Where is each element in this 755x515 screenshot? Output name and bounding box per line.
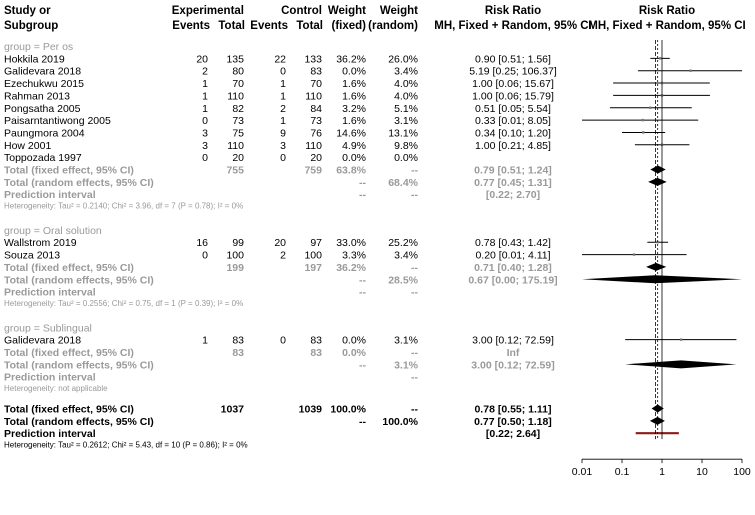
- cell-exp-events: 1: [202, 78, 208, 91]
- cell-ctl-total: 97: [310, 237, 322, 250]
- x-axis-tick-label: 0.1: [614, 466, 630, 479]
- column-headers: [4, 5, 746, 32]
- cell-risk-ratio-ci: 3.00 [0.12; 72.59]: [472, 334, 554, 347]
- cell-weight-fixed: 36.2%: [336, 53, 366, 66]
- cell-weight-random: 3.4%: [394, 249, 418, 262]
- study-name: Wallstrom 2019: [4, 237, 77, 250]
- cell-exp-events: 0: [202, 115, 208, 128]
- cell-weight-random: 3.1%: [394, 334, 418, 347]
- cell-weight-fixed: --: [359, 189, 366, 202]
- group-prediction-label: Prediction interval: [4, 286, 96, 299]
- group-fixed-label: Total (fixed effect, 95% CI): [4, 164, 134, 177]
- study-name: How 2001: [4, 139, 52, 152]
- cell-ctl-events: 3: [280, 139, 286, 152]
- group-fixed-diamond: [646, 263, 666, 271]
- study-name: Pongsatha 2005: [4, 102, 81, 115]
- cell-ctl-events: 0: [280, 65, 286, 78]
- cell-exp-total: 199: [226, 261, 244, 274]
- cell-weight-fixed: 14.6%: [336, 127, 366, 140]
- cell-exp-total: 73: [232, 115, 244, 128]
- cell-weight-random: 4.0%: [394, 90, 418, 103]
- cell-weight-fixed: 1.6%: [342, 78, 366, 91]
- cell-ctl-total: 759: [304, 164, 322, 177]
- study-name: Galidevara 2018: [4, 334, 82, 347]
- overall-prediction-label: Prediction interval: [4, 428, 96, 441]
- group-fixed-label: Total (fixed effect, 95% CI): [4, 346, 134, 359]
- cell-ctl-total: 133: [304, 53, 322, 66]
- cell-exp-total: 80: [232, 65, 244, 78]
- cell-weight-fixed: --: [359, 176, 366, 189]
- cell-weight-fixed: --: [359, 359, 366, 372]
- x-axis-tick-label: 100: [733, 466, 751, 479]
- overall-heterogeneity: Heterogeneity: Tau² = 0.2612; Chi² = 5.43, df = 10 (P = 0.86); I² = 0%: [4, 440, 248, 450]
- cell-risk-ratio-ci: 0.77 [0.45; 1.31]: [474, 176, 552, 189]
- cell-ctl-events: 0: [280, 334, 286, 347]
- cell-weight-random: 13.1%: [388, 127, 418, 140]
- cell-weight-random: --: [411, 371, 418, 384]
- cell-risk-ratio-ci: 0.20 [0.01; 4.11]: [475, 249, 551, 262]
- cell-exp-total: 83: [232, 346, 244, 359]
- cell-exp-total: 75: [232, 127, 244, 140]
- cell-exp-events: 1: [202, 334, 208, 347]
- group-fixed-label: Total (fixed effect, 95% CI): [4, 261, 134, 274]
- cell-risk-ratio-ci: 0.33 [0.01; 8.05]: [475, 115, 551, 128]
- study-name: Rahman 2013: [4, 90, 70, 103]
- cell-weight-fixed: 0.0%: [342, 334, 366, 347]
- header-ctl-total: Total: [296, 20, 323, 32]
- cell-exp-total: 20: [232, 152, 244, 165]
- cell-risk-ratio-ci: 0.90 [0.51; 1.56]: [475, 53, 551, 66]
- cell-risk-ratio-ci: 1.00 [0.06; 15.79]: [472, 90, 554, 103]
- cell-ctl-total: 73: [310, 115, 322, 128]
- cell-exp-total: 70: [232, 78, 244, 91]
- cell-risk-ratio-ci: 5.19 [0.25; 106.37]: [469, 65, 557, 78]
- plot-area: [572, 40, 751, 478]
- cell-weight-fixed: 100.0%: [330, 403, 366, 416]
- cell-exp-total: 82: [232, 102, 244, 115]
- cell-weight-random: 3.1%: [394, 359, 418, 372]
- cell-weight-fixed: 0.0%: [342, 65, 366, 78]
- study-point-estimate: [680, 338, 682, 340]
- cell-exp-events: 3: [202, 127, 208, 140]
- cell-exp-events: 0: [202, 152, 208, 165]
- cell-weight-fixed: 1.6%: [342, 90, 366, 103]
- group-label: group = Per os: [4, 41, 74, 53]
- cell-exp-events: 16: [196, 237, 208, 250]
- cell-exp-total: 1037: [220, 403, 244, 416]
- header-study: Study or: [4, 5, 51, 17]
- group-label: group = Oral solution: [4, 224, 102, 237]
- cell-weight-fixed: 3.2%: [342, 102, 366, 115]
- study-point-estimate: [642, 131, 644, 133]
- cell-weight-random: 100.0%: [382, 415, 418, 428]
- group-random-label: Total (random effects, 95% CI): [4, 176, 154, 189]
- cell-risk-ratio-ci: 0.34 [0.10; 1.20]: [475, 127, 551, 140]
- cell-weight-fixed: 63.8%: [336, 164, 366, 177]
- group-heterogeneity: Heterogeneity: not applicable: [4, 384, 108, 394]
- cell-weight-fixed: 36.2%: [336, 261, 366, 274]
- cell-ctl-total: 76: [310, 127, 322, 140]
- cell-weight-random: 3.4%: [394, 65, 418, 78]
- cell-risk-ratio-ci: 0.78 [0.55; 1.11]: [474, 403, 552, 416]
- table-rows: [4, 41, 558, 450]
- cell-exp-total: 110: [227, 90, 244, 103]
- cell-exp-events: 1: [202, 102, 208, 115]
- cell-weight-random: 25.2%: [388, 237, 418, 250]
- study-point-estimate: [649, 107, 651, 109]
- cell-exp-total: 99: [232, 237, 244, 250]
- cell-weight-fixed: --: [359, 274, 366, 287]
- study-name: Souza 2013: [4, 249, 61, 262]
- cell-ctl-total: 100: [304, 249, 322, 262]
- cell-risk-ratio-ci: 0.51 [0.05; 5.54]: [475, 102, 551, 115]
- study-name: Paungmora 2004: [4, 127, 85, 140]
- cell-exp-events: 0: [202, 249, 208, 262]
- cell-weight-random: 26.0%: [388, 53, 418, 66]
- cell-weight-random: 9.8%: [394, 139, 418, 152]
- group-prediction-label: Prediction interval: [4, 189, 96, 202]
- cell-weight-random: --: [411, 189, 418, 202]
- cell-ctl-total: 110: [305, 90, 322, 103]
- cell-risk-ratio-ci: [0.22; 2.70]: [485, 189, 541, 202]
- x-axis-tick-label: 0.01: [571, 466, 593, 479]
- header-exp-total: Total: [218, 20, 245, 32]
- header-weight-fixed: Weight: [327, 5, 366, 17]
- group-heterogeneity: Heterogeneity: Tau² = 0.2556; Chi² = 0.75, df = 1 (P = 0.39); I² = 0%: [4, 298, 244, 308]
- cell-ctl-events: 1: [280, 78, 286, 91]
- cell-weight-random: 0.0%: [394, 152, 418, 165]
- group-heterogeneity: Heterogeneity: Tau² = 0.2140; Chi² = 3.96, df = 7 (P = 0.78); I² = 0%: [4, 201, 244, 211]
- study-name: Galidevara 2018: [4, 65, 82, 78]
- cell-exp-total: 135: [226, 53, 244, 66]
- cell-risk-ratio-ci: 0.77 [0.50; 1.18]: [474, 415, 552, 428]
- group-random-label: Total (random effects, 95% CI): [4, 274, 154, 287]
- cell-weight-random: --: [411, 164, 418, 177]
- header-plot-method: MH, Fixed + Random, 95% CI: [588, 20, 746, 32]
- cell-risk-ratio-ci: 0.78 [0.43; 1.42]: [475, 237, 551, 250]
- x-axis-tick-label: 1: [659, 466, 665, 479]
- header-plot-risk-ratio: Risk Ratio: [638, 5, 696, 17]
- cell-risk-ratio-ci: 3.00 [0.12; 72.59]: [471, 359, 555, 372]
- cell-ctl-events: 1: [280, 115, 286, 128]
- cell-ctl-events: 1: [280, 90, 286, 103]
- header-risk-ratio: Risk Ratio: [484, 5, 542, 17]
- cell-weight-random: --: [411, 403, 418, 416]
- cell-risk-ratio-ci: 1.00 [0.06; 15.67]: [472, 78, 554, 91]
- cell-weight-random: --: [411, 261, 418, 274]
- cell-ctl-total: 1039: [298, 403, 322, 416]
- header-weight-random-sub: (random): [368, 20, 418, 32]
- cell-risk-ratio-ci: 1.00 [0.21; 4.85]: [475, 139, 551, 152]
- cell-weight-fixed: --: [359, 286, 366, 299]
- cell-weight-fixed: 4.9%: [342, 139, 366, 152]
- cell-ctl-total: 83: [310, 65, 322, 78]
- header-weight-fixed-sub: (fixed): [331, 20, 366, 32]
- cell-ctl-events: 2: [280, 249, 286, 262]
- cell-ctl-total: 70: [310, 78, 322, 91]
- header-subgroup: Subgroup: [4, 20, 59, 32]
- cell-exp-events: 1: [202, 90, 208, 103]
- cell-weight-fixed: 1.6%: [342, 115, 366, 128]
- cell-ctl-total: 83: [310, 334, 322, 347]
- header-exp-events: Events: [172, 20, 210, 32]
- cell-ctl-events: 9: [280, 127, 286, 140]
- group-label: group = Sublingual: [4, 322, 92, 335]
- cell-exp-events: 2: [202, 65, 208, 78]
- cell-ctl-total: 84: [310, 102, 322, 115]
- group-random-label: Total (random effects, 95% CI): [4, 359, 154, 372]
- header-experimental: Experimental: [171, 5, 244, 17]
- cell-exp-total: 100: [226, 249, 244, 262]
- study-point-estimate: [659, 57, 661, 59]
- group-prediction-label: Prediction interval: [4, 371, 96, 384]
- cell-exp-events: 3: [202, 139, 208, 152]
- cell-risk-ratio-ci: Inf: [506, 346, 520, 359]
- x-axis-tick-label: 10: [696, 466, 708, 479]
- overall-prediction-ci: [0.22; 2.64]: [485, 428, 541, 441]
- study-name: Hokkila 2019: [4, 53, 65, 66]
- cell-risk-ratio-ci: 0.67 [0.00; 175.19]: [468, 274, 558, 287]
- study-point-estimate: [689, 70, 691, 72]
- cell-weight-fixed: 33.0%: [336, 237, 366, 250]
- header-control: Control: [281, 5, 322, 17]
- cell-weight-random: --: [411, 346, 418, 359]
- overall-fixed-label: Total (fixed effect, 95% CI): [4, 403, 134, 416]
- cell-risk-ratio-ci: 0.71 [0.40; 1.28]: [474, 261, 552, 274]
- cell-exp-total: 110: [227, 139, 244, 152]
- cell-risk-ratio-ci: 0.79 [0.51; 1.24]: [474, 164, 552, 177]
- cell-ctl-events: 22: [274, 53, 286, 66]
- cell-exp-total: 83: [232, 334, 244, 347]
- cell-ctl-total: 197: [304, 261, 322, 274]
- cell-weight-random: 4.0%: [394, 78, 418, 91]
- study-name: Paisarntantiwong 2005: [4, 115, 111, 128]
- cell-ctl-total: 20: [310, 152, 322, 165]
- cell-ctl-events: 20: [274, 237, 286, 250]
- header-weight-random: Weight: [379, 5, 418, 17]
- cell-ctl-events: 0: [280, 152, 286, 165]
- cell-weight-random: 28.5%: [388, 274, 418, 287]
- header-ctl-events: Events: [250, 20, 288, 32]
- cell-ctl-events: 2: [280, 102, 286, 115]
- study-point-estimate: [633, 253, 635, 255]
- cell-weight-random: 5.1%: [394, 102, 418, 115]
- cell-weight-fixed: 0.0%: [342, 152, 366, 165]
- cell-weight-random: 68.4%: [388, 176, 418, 189]
- group-random-diamond: [625, 360, 736, 368]
- cell-weight-fixed: --: [359, 415, 366, 428]
- header-risk-ratio-method: MH, Fixed + Random, 95% CI: [434, 20, 592, 32]
- study-name: Toppozada 1997: [4, 152, 82, 165]
- cell-weight-fixed: 3.3%: [342, 249, 366, 262]
- overall-random-label: Total (random effects, 95% CI): [4, 415, 154, 428]
- cell-ctl-total: 83: [310, 346, 322, 359]
- cell-ctl-total: 110: [305, 139, 322, 152]
- study-point-estimate: [642, 119, 644, 121]
- cell-weight-random: 3.1%: [394, 115, 418, 128]
- study-name: Ezechukwu 2015: [4, 78, 84, 91]
- cell-exp-total: 755: [226, 164, 244, 177]
- cell-weight-fixed: 0.0%: [342, 346, 366, 359]
- cell-weight-random: --: [411, 286, 418, 299]
- cell-exp-events: 20: [196, 53, 208, 66]
